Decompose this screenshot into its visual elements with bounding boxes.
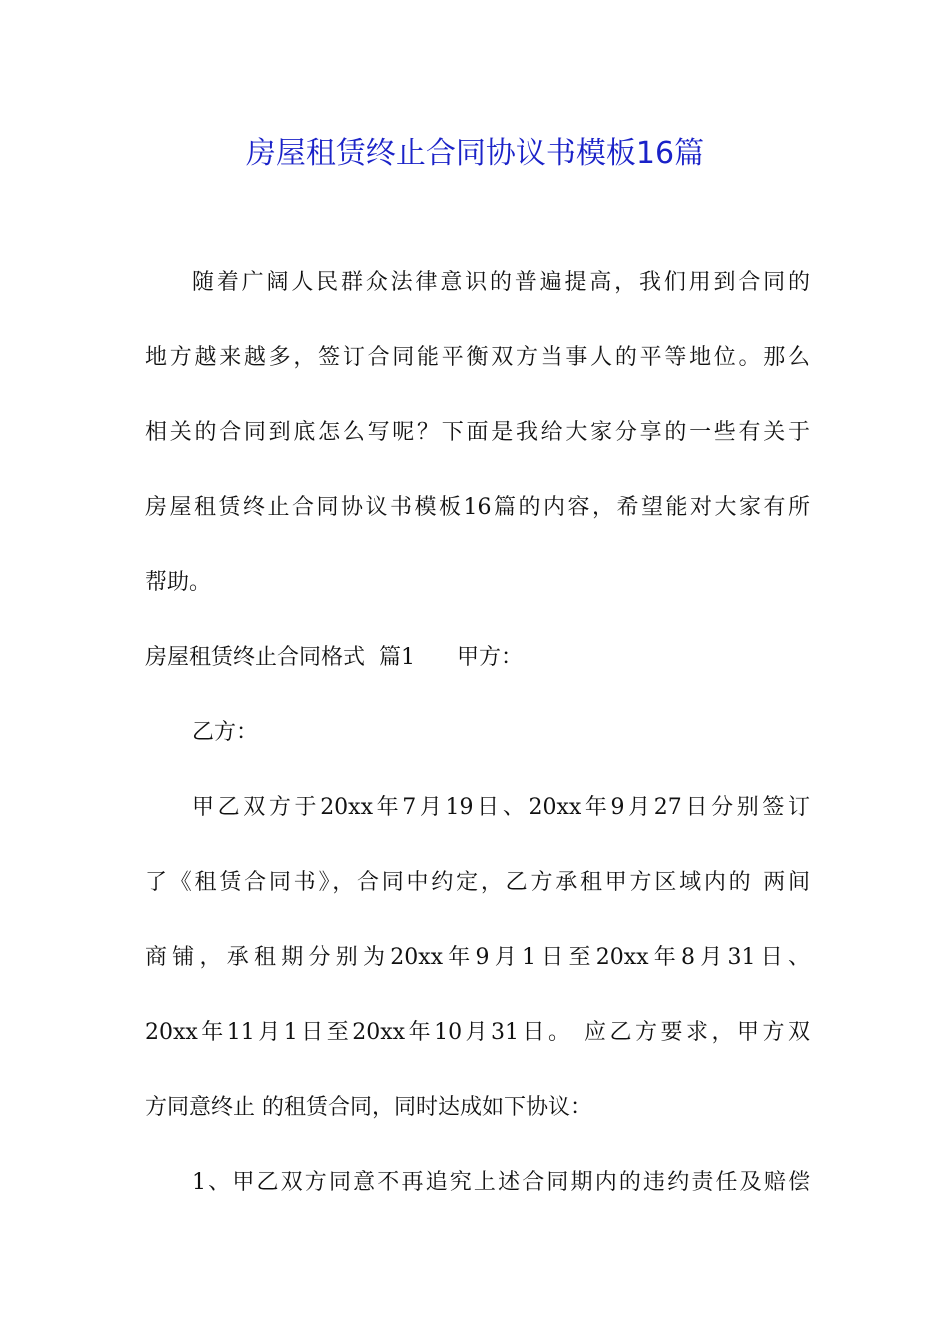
clause-line-3: 商铺，承租期分别为20xx年9月1日至20xx年8月31日、 xyxy=(145,945,810,970)
clause-line-2: 了《租赁合同书》，合同中约定，乙方承租甲方区域内的 两间 xyxy=(145,870,810,895)
paragraph-line-5: 帮助。 xyxy=(145,570,212,595)
document-title: 房屋租赁终止合同协议书模板16篇 xyxy=(245,136,705,171)
paragraph-line-4: 房屋租赁终止合同协议书模板16篇的内容，希望能对大家有所 xyxy=(145,495,810,520)
party-b-line: 乙方： xyxy=(192,720,259,745)
paragraph-line-2: 地方越来越多，签订合同能平衡双方当事人的平等地位。那么 xyxy=(145,345,810,370)
clause-line-5: 方同意终止 的租赁合同，同时达成如下协议： xyxy=(145,1095,592,1120)
clause-line-4: 20xx年11月1日至20xx年10月31日。 应乙方要求，甲方双 xyxy=(145,1020,810,1045)
paragraph-line-1: 随着广阔人民群众法律意识的普遍提高，我们用到合同的 xyxy=(192,270,810,295)
agreement-item-1: 1、甲乙双方同意不再追究上述合同期内的违约责任及赔偿 xyxy=(192,1170,810,1195)
paragraph-line-3: 相关的合同到底怎么写呢？下面是我给大家分享的一些有关于 xyxy=(145,420,810,445)
clause-line-1: 甲乙双方于20xx年7月19日、20xx年9月27日分别签订 xyxy=(192,795,810,820)
section-heading-1: 房屋租赁终止合同格式 篇1 甲方： xyxy=(145,645,523,670)
